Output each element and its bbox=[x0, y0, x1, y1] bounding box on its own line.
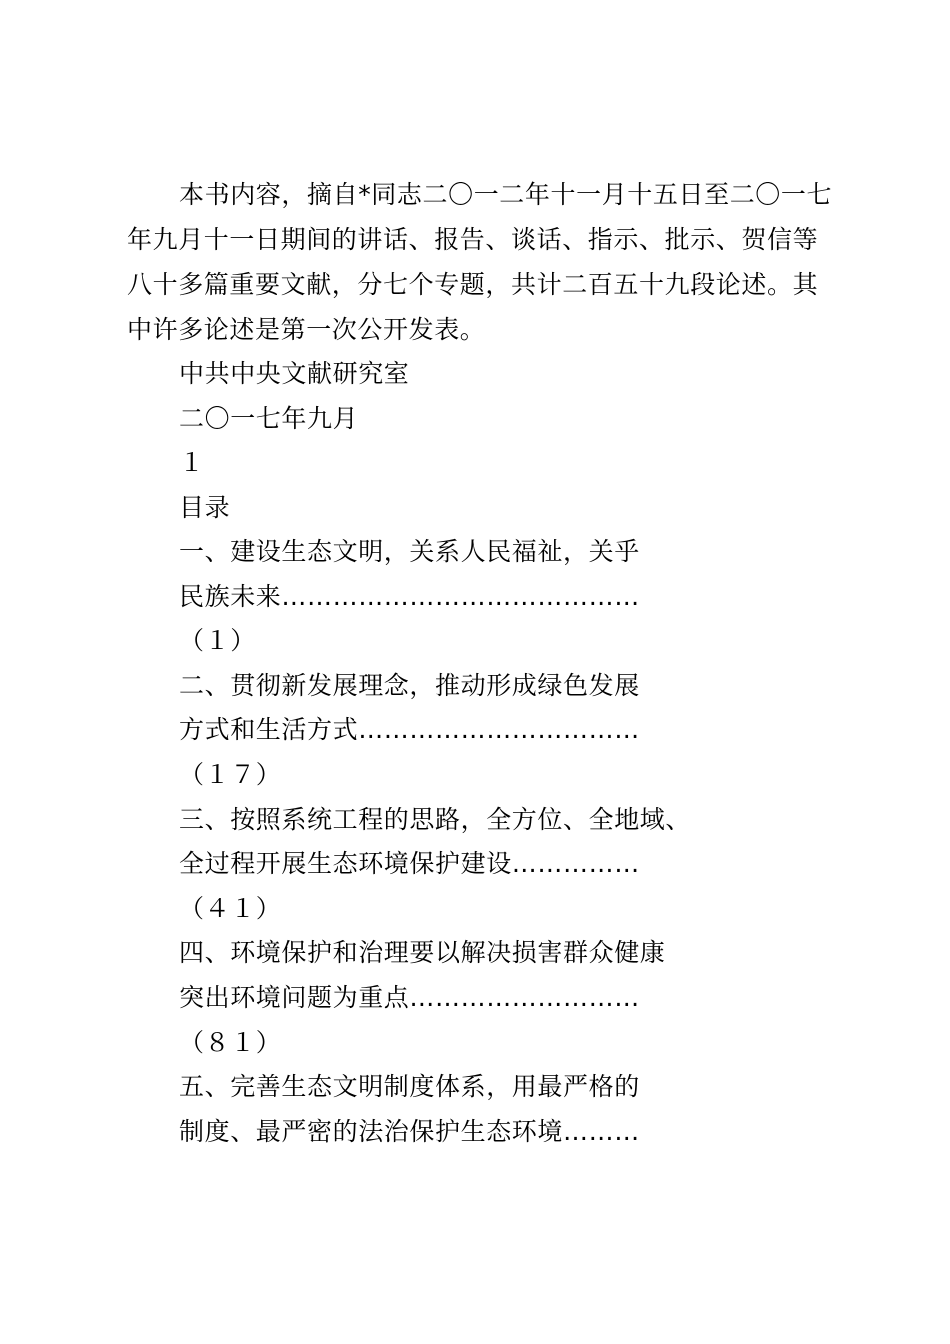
intro-paragraph bbox=[127, 172, 847, 352]
toc-entry[interactable] bbox=[179, 530, 691, 664]
intro-line: 本书内容，摘自*同志二〇一二年十一月十五日至二〇一七 bbox=[179, 180, 833, 209]
toc-entry-page: （１７） bbox=[179, 759, 282, 789]
toc-entry-page: （４１） bbox=[179, 893, 282, 923]
signature-org: 中共中央文献研究室 bbox=[179, 359, 410, 388]
toc-entry-title: 二、贯彻新发展理念，推动形成绿色发展 bbox=[179, 670, 640, 700]
toc-entry[interactable] bbox=[179, 798, 691, 932]
table-of-contents bbox=[179, 530, 691, 1154]
intro-line: 年九月十一日期间的讲话、报告、谈话、指示、批示、贺信等 bbox=[127, 225, 819, 254]
toc-entry-title: 一、建设生态文明，关系人民福祉，关乎 bbox=[179, 537, 640, 566]
signature-block bbox=[179, 352, 409, 530]
signature-date: 二〇一七年九月 bbox=[179, 403, 359, 433]
toc-title: 目录 bbox=[179, 492, 231, 522]
toc-entry-title-cont: 方式和生活方式…………………………… bbox=[179, 715, 640, 745]
toc-entry-title: 四、环境保护和治理要以解决损害群众健康 bbox=[179, 938, 666, 968]
toc-entry[interactable] bbox=[179, 931, 691, 1065]
toc-entry[interactable] bbox=[179, 664, 691, 798]
toc-entry-title-cont: 全过程开展生态环境保护建设…………… bbox=[179, 849, 640, 879]
toc-entry[interactable] bbox=[179, 1065, 691, 1154]
toc-entry-title-cont: 民族未来…………………………………… bbox=[179, 581, 640, 611]
toc-entry-page: （８１） bbox=[179, 1027, 282, 1057]
intro-line: 中许多论述是第一次公开发表。 bbox=[127, 315, 486, 344]
toc-entry-title-cont: 突出环境问题为重点……………………… bbox=[179, 982, 640, 1012]
intro-line: 八十多篇重要文献，分七个专题，共计二百五十九段论述。其 bbox=[127, 270, 819, 299]
toc-entry-title: 三、按照系统工程的思路，全方位、全地域、 bbox=[179, 804, 692, 834]
toc-entry-title-cont: 制度、最严密的法治保护生态环境……… bbox=[179, 1116, 640, 1146]
toc-entry-title: 五、完善生态文明制度体系，用最严格的 bbox=[179, 1072, 640, 1102]
toc-entry-page: （１） bbox=[179, 626, 256, 656]
page-number: １ bbox=[179, 448, 205, 478]
